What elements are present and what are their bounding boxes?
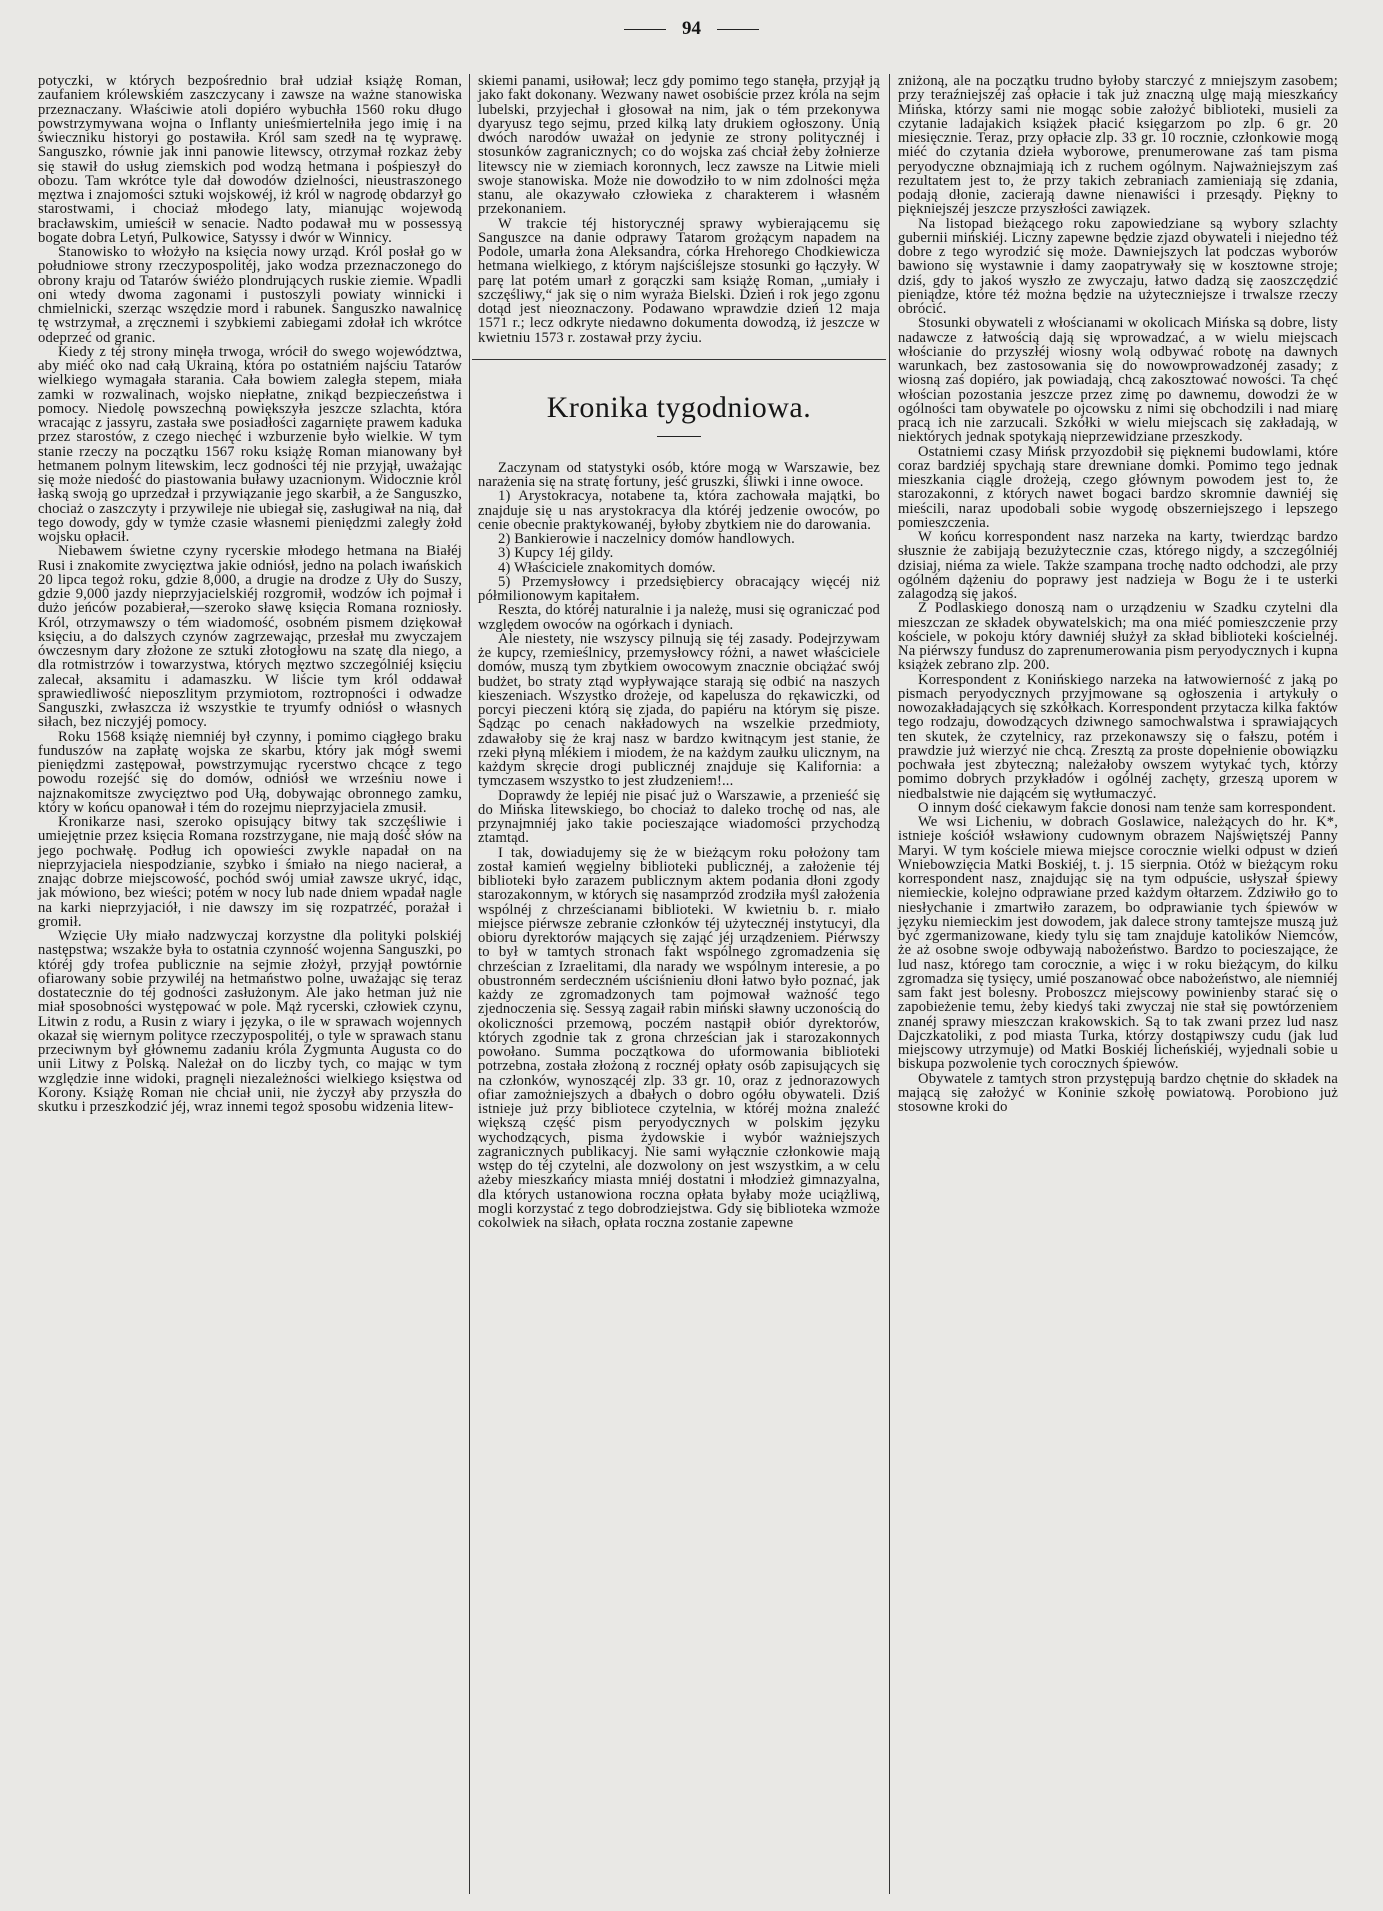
paragraph: I tak, dowiadujemy się że w bieżącym roku położony tam został kamień węgielny biblioteki publicznéj, a założenie téj biblioteki było zarazem publicznym aktem podania dłoni zgody starozakonnym, w których się nasamprzód zrodziła myśl założenia wspólnéj z chrześcianami biblioteki. W kwietniu b. r. miało miejsce piérwsze zebranie członków téj użytecznéj instytucyi, dla obioru dyrektorów mających się zająć jéj urządzeniem. Piérwszy to był w tamtych stronach fakt wspólnego zgromadzenia się chrześcian z Izraelitami, dla narady we wspólnym interesie, a po obustronném serdeczném uściśnieniu dłoni łatwo było poznać, jak każdy ze zgromadzonych tam pojmował ważność tego zjednoczenia się. Sessyą zagaił rabin miński sławny uczonością do okoliczności przemową, poczém nastąpił obiór dyrektorów, których zgodnie tak z grona chrześcian jak i starozakonnych powołano. Summa początkowa do uformowania biblioteki potrzebna, została złożoną z rocznéj opłaty osób zapisujących się na członków, wynoszącéj zlp. 33 gr. 10, oraz z jednorazowych ofiar zamożniejszych a dbałych o dobro ogółu obywateli. Dziś istnieje już przy bibliotece czytelnia, w któréj można znaleźć większą część pism peryodycznych w polskim języku wychodzących, pisma żydowskie i wybór ważniejszych zagranicznych publikacyj. Nie sami wyłącznie członkowie mają wstęp do téj czytelni, ale dozwolony on jest wszystkim, a w celu ażeby mieszkańcy miasta mniéj dostatni i młodzież gimnazyalna, dla których ustanowiona roczna opłata byłaby może uciążliwą, mogli korzystać z tego dobrodziejstwa. Gdy się biblioteka wzmoże cokolwiek na siłach, opłata roczna zostanie zapewne: [478, 844, 880, 1231]
paragraph: Korrespondent z Konińskiego narzeka na łatwowierność z jaką po pismach peryodycznych przyjmowane są ogłoszenia i artykuły o nowozakładających się szkółkach. Korrespondent przytacza kilka faktów tego rodzaju, dowodzących dziwnego samochwalstwa i sprawiających ten skutek, że czytelnicy, raz przekonawszy się o fałszu, potém i prawdzie już wierzyć nie chcą. Zresztą za proste dopełnienie obowiązku pochwała jest zbyteczną; należałoby owszem wytykać tych, którzy pomimo dobrych przykładów i ogólnéj zachęty, grzeszą uporem w niedbalstwie nie dającém się wytłumaczyć.: [898, 671, 1338, 802]
paragraph: Z Podlaskiego donoszą nam o urządzeniu w Szadku czytelni dla mieszczan ze składek obywatelskich; ma ona miéć pomieszczenie przy kościele, w pokoju który dawniéj służył za skład biblioteki kościelnéj. Na piérwszy fundusz do zaprenumerowania pism peryodycznych i kupna książek zebrano zlp. 200.: [898, 600, 1338, 674]
paragraph: Kiedy z téj strony minęła trwoga, wrócił do swego województwa, aby miéć oko nad całą Ukrainą, która po ostatniém najściu Tatarów wielkiego wymagała starania. Cała bowiem zaległa stepem, miała zamki w rozwalinach, wojsko niepłatne, znikąd bezpieczeństwa i pomocy. Niedolę powszechną powiększyła jeszcze szlachta, która wracając z jassyru, zastała swe posiadłości zagarnięte prawem kaduka przez starostów, z czego niechęć i wzburzenie było wielkie. W tym stanie rzeczy na początku 1567 roku książę Roman mianowany był hetmanem polnym litewskim, lecz godności téj nie przyjął, uważając się może niedość do piastowania buławy uzacnionym. Widocznie król łaską swoją go uprzedzał i przywiązanie jego skarbił, a że Sanguszko, chociaż o zaszczyty i przywileje nie ubiegał się, zasługiwał na nią, dał tego dowody, gdy w tymże czasie własnemi pieniędzmi zaległy żołd wojsku opłacił.: [38, 343, 462, 545]
column-divider: [469, 74, 470, 1894]
paragraph: Wzięcie Uły miało nadzwyczaj korzystne dla polityki polskiéj następstwa; wszakże była to ostatnia czynność wojenna Sanguszki, po któréj gdy trofea publicznie na sejmie złożył, przyjął powtórnie ofiarowany sobie przywiléj na hetmaństwo polne, uważając się teraz dostatecznie do téj godności zasłużonym. Ale jako hetman już nie miał sposobności występować w pole. Mąż rycerski, człowiek czynu, Litwin z rodu, a Rusin z wiary i języka, o ile w sprawach wojennych okazał się wiernym polityce rzeczypospolitéj, o tyle w sprawach stanu przeciwnym był głównemu zadaniu króla Zygmunta Augusta co do unii Litwy z Polską. Należał on do liczby tych, co mając w tym względzie inne widoki, pragnęli niezależności wielkiego księstwa od Korony. Książę Roman nie chciał unii, nie życzył aby przyszła do skutku i przeszkodzić jéj, wraz innemi tegoż sposobu widzenia litew-: [38, 928, 462, 1115]
column-divider: [889, 74, 890, 1894]
list-item: 2) Bankierowie i naczelnicy domów handlowych.: [498, 531, 795, 547]
paragraph: W trakcie téj historycznéj sprawy wybierającemu się Sanguszce na danie odprawy Tatarom grożącym napadem na Podole, umarła żona Aleksandra, córka Hrehorego Chodkiewicza hetmana wielkiego, z którym najściślejsze stosunki go łączyły. W parę lat potém umarł z gorączki sam książę Roman, „umiały i szczęśliwy,“ jak się o nim wyraża Bielski. Dzień i rok jego zgonu dotąd jest nieoznaczony. Podawano wprawdzie dzień 12 maja 1571 r.; lecz odkryte niedawno dokumenta dowodzą, iż jeszcze w kwietniu 1573 r. zostawał przy życiu.: [478, 215, 880, 346]
paragraph: Na listopad bieżącego roku zapowiedziane są wybory szlachty gubernii mińskiéj. Liczny zapewne będzie zjazd obywateli i niejedno téż dobre z tego wyrodzić się może. Dawniejszych lat podczas wyborów bawiono się wystawnie i damy zaopatrywały się w kosztowne stroje; dziś, gdy to jakoś wyszło ze zwyczaju, łatwo dadzą się zaoszczędzić pieniądze, które téż można będzie na użyteczniejsze i trwalsze rzeczy obrócić.: [898, 215, 1338, 317]
page-number: [0, 18, 1383, 40]
list-item: 5) Przemysłowcy i przedsiębiercy obracający więcéj niż półmilionowym kapitałem.: [478, 573, 880, 604]
paragraph: skiemi panami, usiłował; lecz gdy pomimo tego stanęła, przyjął ją jako fakt dokonany. Wezwany nawet osobiście przez króla na sejm lubelski, przyjechał i głosował na nim, jak o tém przekonywa dyaryusz tego sejmu, przed kilką laty drukiem ogłoszony. Unią dwóch narodów uważał on jedynie ze strony politycznéj i stosunków zagranicznych; co do wojska zaś chciał żeby żołnierze litewscy nie w ziemiach koronnych, lecz zawsze na Litwie mieli swoje stanowiska. Może nie dowodziło to w nim zdolności męża stanu, ale okazywało człowieka z charakterem i własném przekonaniem.: [478, 73, 880, 218]
list-item: 1) Arystokracya, notabene ta, która zachowała majątki, bo znajduje się u nas arystokracya dla któréj jedzenie owoców, po cenie obecnie praktykowanéj, byłoby zbytkiem nie do darowania.: [478, 488, 880, 533]
paragraph: Stosunki obywateli z włościanami w okolicach Mińska są dobre, listy nadawcze z łatwością dają się wprowadzać, a w wielu miejscach włościanie do przyszłéj wiosny wolą odbywać robotę na dawnych warunkach, bez zastosowania się do nowowprowadzonéj zasady; z wiosną zaś dopiéro, jak powiadają, chcą zakosztować nowości. Ta chęć włościan pozostania jeszcze przez zimę po dawnemu, dowodzi że w ogólności tam obywatele po ojcowsku z nimi się obchodzili i nad miarę pracą ich nie zarzucali. Szkółki w wielu miejscach się zakładają, w niektórych jednak spotykają nieprzewidziane przeszkody.: [898, 315, 1338, 446]
page-number-text: 94: [682, 18, 701, 39]
column-1: [38, 74, 462, 1114]
divider: [624, 29, 666, 30]
paragraph: Ale niestety, nie wszyscy pilnują się téj zasady. Podejrzywam że kupcy, rzemieślnicy, przemysłowcy różni, a nawet właściciele domów, muszą tym zbytkiem owocowym znacznie obciążać swój budżet, bo straty ztąd wypływające starają się odbić na naszych kieszeniach. Wszystko drożeje, od kapelusza do rękawiczki, od porcyi pieczeni którą się zjada, do papiéru na którym się pisze. Sądząc po cenach nakładowych na wszelkie przedmioty, zdawałoby się że kraj nasz w bardzo kwitnącym jest stanie, że rzeki płyną mlékiem i miodem, że na każdym zaułku ulicznym, na każdym skręcie drogi publicznéj znajduje się Kalifornia: a tymczasem wszystko to jest złudzeniem!...: [478, 630, 880, 790]
divider: [717, 29, 759, 30]
paragraph: Kronikarze nasi, szeroko opisujący bitwy tak szczęśliwie i umiejętnie przez księcia Romana rozstrzygane, nie mają dość słów na jego pochwałę. Podług ich opowieści zwykle napadał on na nieprzyjaciela niespodzianie, szybko i śmiało na niego nacierał, a znając dobrze miejscowość, pochód swój umiał zawsze ukryć, idąc, jak mówiono, bez wieści; potém w nocy lub nade dniem wpadał nagle na karki nieprzyjaciół, i nie dawszy im się rozpatrzéć, porażał i gromił.: [38, 814, 462, 930]
paragraph: zniżoną, ale na początku trudno byłoby starczyć z mniejszym zasobem; przy teraźniejszéj zaś opłacie i tak już znaczną ulgę mają mieszkańcy Mińska, którzy sami nie mogąc sobie założyć biblioteki, musieli za czytanie ladajakich książek płacić księgarzom po zlp. 6 gr. 20 miesięcznie. Teraz, przy opłacie zlp. 33 gr. 10 rocznie, członkowie mogą miéć do czytania dzieła wyborowe, prenumerowane zaś tam pisma peryodyczne obznajmiają ich z ruchem ogólnym. Najważniejszym zaś rezultatem jest to, że przy takich zebraniach zamieniają się zdania, podają dłonie, zacierają dawne nienawiści i przesądy. Piękny to piękniejszéj jeszcze przyszłości zawiązek.: [898, 73, 1338, 218]
paragraph: Obywatele z tamtych stron przystępują bardzo chętnie do składek na mającą się założyć w Koninie szkołę powiatową. Porobiono już stosowne kroki do: [898, 1070, 1338, 1115]
paragraph: W końcu korrespondent nasz narzeka na karty, twierdząc bardzo słusznie że zabijają bezużytecznie czas, którego nigdy, a szczególniéj dzisiaj, niéma za wiele. Także szampana trochę nadto odchodzi, ale przy ogólném dążeniu do poprawy jest nadzieja w Bogu że i te usterki zalagodzą się jakoś.: [898, 529, 1338, 602]
paragraph: Niebawem świetne czyny rycerskie młodego hetmana na Białéj Rusi i znakomite zwycięztwa jakie odniósł, jedno na polach iwańskich 20 lipca tegoż roku, gdzie 8,000, a drugie na drodze z Uły do Suszy, gdzie 9,000 jazdy nieprzyjacielskiéj rozgromił, wodzów ich pojmał i dużo jeńców pozabierał,—szeroko sławę księcia Romana rozniosły. Król, otrzymawszy o tém wiadomość, osobném pismem dziękował księciu, a do dalszych czynów zagrzewając, przesłał mu zwyczajem ówczesnym dary złożone ze sztuki złotogłowu na szatę dla niego, a dla rotmistrzów i towarzystwa, których męztwo szczególniéj księciu zalecał, aksamitu i adamaszku. W liście tym król oddawał sprawiedliwość nieposzlitym przymiotom, roztropności i odwadze Sanguszki, zwłaszcza iż wszystkie te tryumfy odniósł o własnych siłach, bez niczyjéj pomocy.: [38, 543, 462, 731]
paragraph: Stanowisko to włożyło na księcia nowy urząd. Król posłał go w południowe strony rzeczypospolitéj, jako wodza przeznaczonego do obrony kraju od Tatarów świéżo plondrujących ruskie ziemie. Wpadli oni wtedy dwoma zagonami i pustoszyli powiaty winnicki i chmielnicki, szerząc wszędzie mord i rabunek. Sanguszko nawalnicę tę wstrzymał, a zręcznemi i szybkiemi zabiegami zdołał ich wkrótce odeprzeć od granic.: [38, 244, 462, 346]
paragraph: We wsi Licheniu, w dobrach Goslawice, należących do hr. K*, istnieje kościół wsławiony cudownym obrazem Najświętszéj Panny Maryi. W tym kościele miewa miejsce corocznie wielki odpust w dzień Wniebowzięcia Matki Boskiéj, t. j. 15 sierpnia. Otóż w bieżącym roku korrespondent nasz, znajdując się na tym odpuście, usłyszał śpiewy niemieckie, kolejno odprawiane przed każdym ołtarzem. Zdziwiło go to niesłychanie i zmartwiło zarazem, bo odprawianie tych śpiewów w języku niemieckim jest dowodem, jak dalece strony tamtejsze muszą już być zgermanizowane, kiedy tylu się tam znajduje katolików Niemców, że aż osobne swoje odbywają nabożeństwo. Bardzo to pocieszające, że lud nasz, którego tam corocznie, a więc i w roku bieżącym, do kilku zgromadza się tysięcy, umié poszanować obce nabożeństwo, ale niemniéj sam fakt jest bolesny. Proboszcz miejscowy powinienby starać się o zapobieżenie temu, żeby kiedyś taki zwyczaj nie stał się powtórzeniem znanéj sprawy mieszczan krakowskich. Są to tak zwani przez lud nasz Dajczkatoliki, z pod miasta Turka, którzy dostąpiwszy cudu (jak lud miejscowy utrzymuje) od Matki Boskiéj licheńskiéj, wyjednali sobie u biskupa pozwolenie tych corocznych śpiewów.: [898, 814, 1338, 1073]
paragraph: O innym dość ciekawym fakcie donosi nam tenże sam korrespondent.: [918, 799, 1337, 816]
paragraph: Ostatniemi czasy Mińsk przyozdobił się pięknemi budowlami, które coraz bardziéj spychają stare drewniane domki. Pomimo tego jednak mieszkania ciągle drożeją, czego głównym powodem jest to, że starozakonni, z których nawet bogaci bardzo skromnie dawniéj się mieścili, naraz upodobali sobie wygodę obszerniejszego i lepszego pomieszczenia.: [898, 443, 1338, 531]
paragraph: Roku 1568 książę niemniéj był czynny, i pomimo ciągłego braku funduszów na zapłatę wojska ze skarbu, który jak mógł swemi pieniędzmi zastępował, powstrzymując rycerstwo chcące z tego powodu rozejść się do domów, odniósł we wrześniu nowe i najznakomitsze zwycięztwo pod Ułą, dobywając obronnego zamku, który w końcu opanował i tém do rozejmu nieprzyjaciela zmusił.: [38, 728, 462, 816]
section-divider: [472, 359, 886, 360]
section-title: Kronika tygodniowa.: [546, 390, 812, 424]
list-item: 3) Kupcy 1éj gildy.: [498, 545, 614, 562]
paragraph: Reszta, do któréj naturalnie i ja należę, musi się ograniczać pod względem owoców na ogórkach i dyniach.: [478, 602, 880, 633]
title-underline: [657, 436, 701, 437]
paragraph: Zaczynam od statystyki osób, które mogą w Warszawie, bez narażenia się na stratę fortuny, jeść gruszki, śliwki i inne owoce.: [478, 459, 880, 490]
paragraph: potyczki, w których bezpośrednio brał udział książę Roman, zaufaniem królewskiém zaszczycany i zawsze na ważne stanowiska przeznaczany. Właściwie atoli dopiéro wybuchła 1560 roku długo powstrzymywana wojna o Inflanty unieśmiertelniła jego imię i na świeczniku historyi go postawiła. Król sam szedł na tę wyprawę. Sanguszko, równie jak inni panowie litewscy, otrzymał rozkaz żeby się stawił do usług ziemskich pod wodzą hetmana i pośpieszył do obozu. Tam wkrótce tyle dał dowodów dzielności, nieustraszonego męztwa i znajomości sztuki wojskowéj, iż król w nagrodę obdarzył go starostwami, i chociaż młodego laty, mianując wojewodą bracławskim, umieścił w senacie. Nadto podawał mu w possessyą bogate dobra Letyń, Pulkowice, Satyssy i dwór w Winnicy.: [38, 73, 462, 246]
list-item: 4) Właściciele znakomitych domów.: [498, 559, 716, 576]
paragraph: Doprawdy że lepiéj nie pisać już o Warszawie, a przenieść się do Mińska litewskiego, bo chociaż to daleko trochę od nas, ale przynajmniéj jako takie pocieszające wiadomości przychodzą ztamtąd.: [478, 787, 880, 847]
column-2: [478, 74, 880, 1230]
column-3: [898, 74, 1338, 1114]
